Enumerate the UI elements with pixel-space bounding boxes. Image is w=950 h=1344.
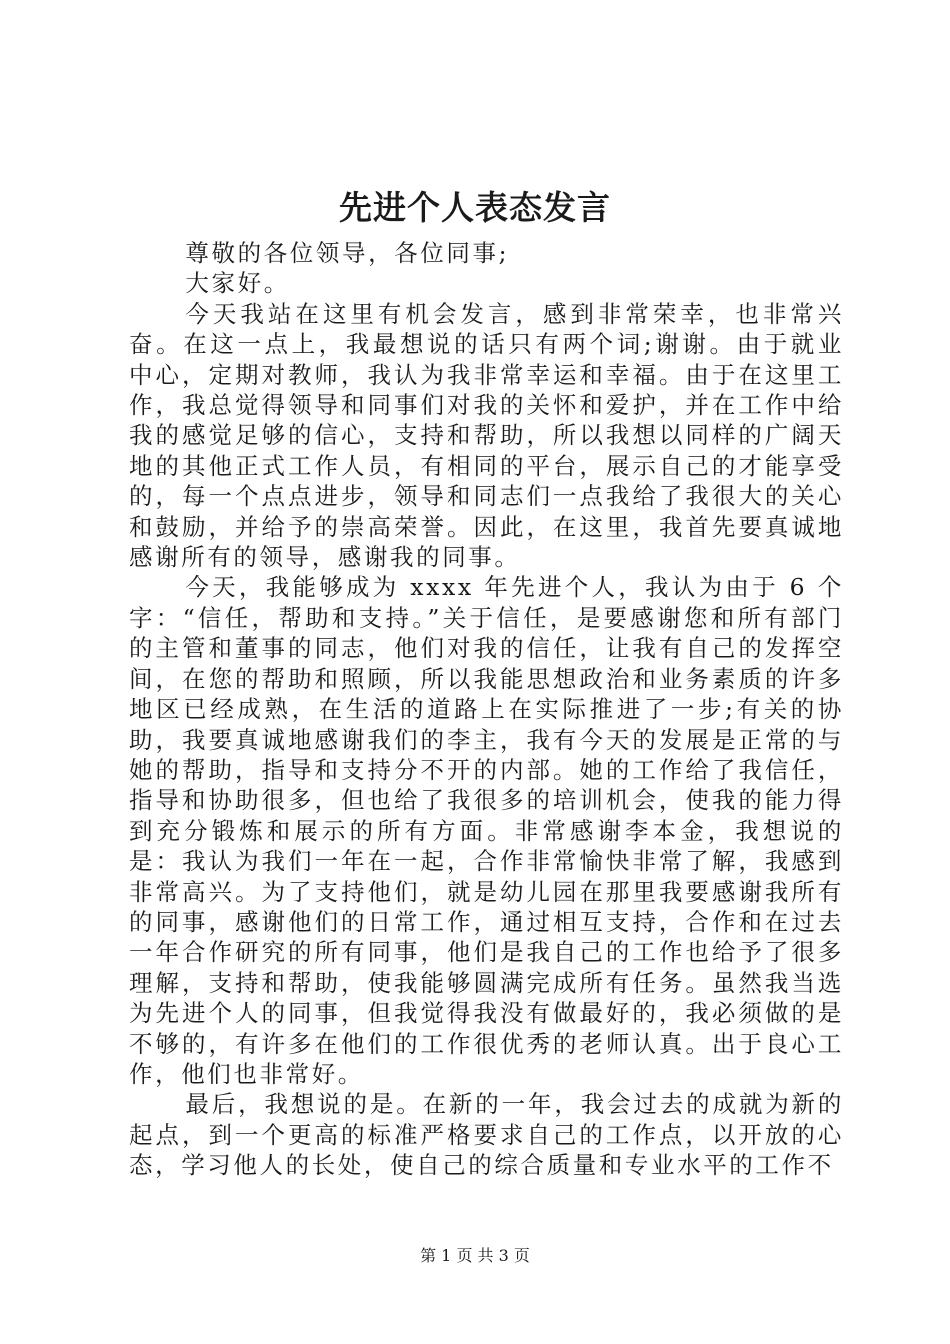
- body-paragraph: 今天我站在这里有机会发言，感到非常荣幸，也非常兴奋。在这一点上，我最想说的话只有两个词;谢谢。由于就业中心，定期对教师，我认为我非常幸运和幸福。由于在这里工作，我总觉得领导和同事们对我的关怀和爱护，并在工作中给我的感觉足够的信心，支持和帮助，所以我想以同样的广阔天地的其他正式工作人员，有相同的平台，展示自己的才能享受的，每一个点点进步，领导和同志们一点我给了我很大的关心和鼓励，并给予的崇高荣誉。因此，在这里，我首先要真诚地感谢所有的领导，感谢我的同事。: [129, 299, 844, 572]
- document-title: 先进个人表态发言: [339, 188, 611, 227]
- body-paragraph: 最后，我想说的是。在新的一年，我会过去的成就为新的起点，到一个更高的标准严格要求自己的工作点，以开放的心态，学习他人的长处，使自己的综合质量和专业水平的工作不: [129, 1090, 844, 1180]
- salutation-paragraph: 尊敬的各位领导，各位同事;: [185, 239, 510, 267]
- page-number-footer: 第 1 页 共 3 页: [420, 1246, 530, 1265]
- greeting-paragraph: 大家好。: [185, 269, 290, 298]
- body-paragraph: 今天，我能够成为 xxxx 年先进个人，我认为由于 6 个字：“信任，帮助和支持。”关于信任，是要感谢您和所有部门的主管和董事的同志，他们对我的信任，让我有自己的发挥空间，在您的帮助和照顾，所以我能思想政治和业务素质的许多地区已经成熟，在生活的道路上在实际推进了一步;有关的协助，我要真诚地感谢我们的李主，我有今天的发展是正常的与她的帮助，指导和支持分不开的内部。她的工作给了我信任，指导和协助很多，但也给了我很多的培训机会，使我的能力得到充分锻炼和展示的所有方面。非常感谢李本金，我想说的是：我认为我们一年在一起，合作非常愉快非常了解，我感到非常高兴。为了支持他们，就是幼儿园在那里我要感谢我所有的同事，感谢他们的日常工作，通过相互支持，合作和在过去一年合作研究的所有同事，他们是我自己的工作也给予了很多理解，支持和帮助，使我能够圆满完成所有任务。虽然我当选为先进个人的同事，但我觉得我没有做最好的，我必须做的是不够的，有许多在他们的工作很优秀的老师认真。出于良心工作，他们也非常好。: [129, 573, 844, 1088]
- document-body: [129, 238, 844, 1181]
